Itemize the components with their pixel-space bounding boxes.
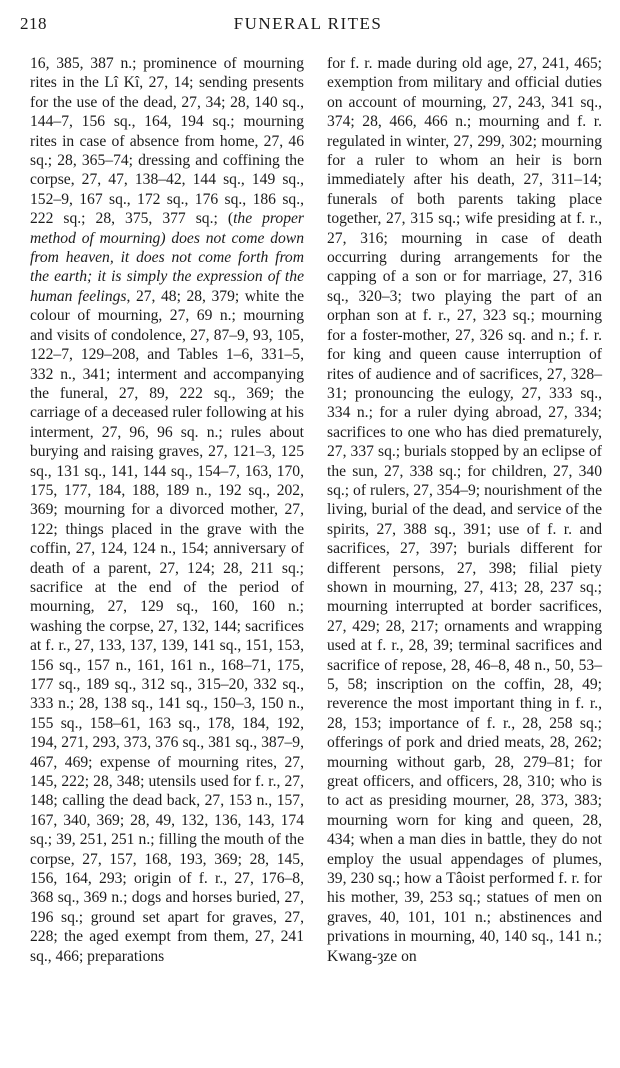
index-text-right: for f. r. made during old age, 27, 241, 465; exemption from military and official duties on account of mourning, 27, 243, 341 sq., 374; 28, 466, 466 n.; mourning and f. r. regulated in winter, 27, 299, 302; mourning for a ruler to whom an heir is born immediately after his death, 27, 311–14; funerals of both parents taking place together, 27, 315 sq.; wife presiding at f. r., 27, 316; mourning in case of death occurring during arrangements for the capping of a son or for marriage, 27, 316 sq., 320–3; two playing the part of an orphan son at f. r., 27, 323 sq.; mourning for a foster-mother, 27, 326 sq. and n.; f. r. for king and queen cause interruption of rites of audience and of sacrifices, 27, 328–31; pronouncing the eulogy, 27, 333 sq., 334 n.; for a ruler dying abroad, 27, 334; sacrifices to one who has died prematurely, 27, 337 sq.; burials stopped by an eclipse of the sun, 27, 338 sq.; for children, 27, 340 sq.; of rulers, 27, 354–9; nourishment of the living, burial of the dead, and service of the spirits, 27, 388 sq., 391; use of f. r. and sacrifices, 27, 397; burials different for different persons, 27, 398; filial piety shown in mourning, 27, 413; 28, 237 sq.; mourning interrupted at border sacrifices, 27, 429; 28, 217; ornaments and wrapping used at f. r., 28, 39; terminal sacrifices and sacrifice of repose, 28, 46–8, 48 n., 50, 53–5, 58; inscription on the coffin, 28, 49; reverence the most important thing in f. r., 28, 153; importance of f. r., 28, 258 sq.; offerings of pork and dried meats, 28, 262; mourning without garb, 28, 279–81; for great officers, and officers, 28, 310; who is to act as presiding mourner, 28, 373, 383; mourning worn for king and queen, 28, 434; when a man dies in battle, they do not employ the usual appendages of plumes, 39, 230 sq.; how a Tâoist performed f. r. for his mother, 39, 253 sq.; statues of men on graves, 40, 101, 101 n.; abstinences and privations in mourning, 40, 140 sq., 141 n.; Kwang-ȝze on xyxy=(327,55,602,965)
page-number: 218 xyxy=(20,14,47,33)
running-title: FUNERAL RITES xyxy=(233,14,383,33)
index-run-italic: the proper method of mourning) does not come down from heaven, it does not come forth from the earth; it is simply the expression of the human feelings xyxy=(30,210,304,305)
index-column-left xyxy=(30,54,304,966)
index-column-right xyxy=(327,54,602,966)
page-header xyxy=(20,14,596,42)
index-run: , 27, 48; 28, 379; white the colour of mourning, 27, 69 n.; mourning and visits of condolence, 27, 87–9, 93, 105, 122–7, 129–208, and Tables 1–6, 331–5, 332 n., 341; interment and accompanying the funeral, 27, 89, 222 sq., 369; the carriage of a deceased ruler following at his interment, 27, 96, 96 sq. n.; rules about burying and raising graves, 27, 121–3, 125 sq., 131 sq., 141, 144 sq., 154–7, 163, 170, 175, 177, 184, 188, 189 n., 192 sq., 202, 369; mourning for a divorced mother, 27, 122; things placed in the grave with the coffin, 27, 124, 124 n., 154; anniversary of death of a parent, 27, 124; 28, 211 sq.; sacrifice at the end of the period of mourning, 27, 129 sq., 160, 160 n.; washing the corpse, 27, 132, 144; sacrifices at f. r., 27, 133, 137, 139, 141 sq., 151, 153, 156 sq., 157 n., 161, 161 n., 168–71, 175, 177 sq., 189 sq., 312 sq., 315–20, 332 sq., 333 n.; 28, 138 sq., 141 sq., 150–3, 150 n., 155 sq., 158–61, 163 sq., 178, 184, 192, 194, 271, 293, 373, 376 sq., 381 sq., 387–9, 467, 469; expense of mourning rites, 27, 145, 222; 28, 348; utensils used for f. r., 27, 148; calling the dead back, 27, 153 n., 157, 167, 340, 369; 28, 49, 132, 136, 143, 174 sq.; 39, 251, 251 n.; filling the mouth of the corpse, 27, 157, 168, 193, 369; 28, 145, 156, 164, 293; origin of f. r., 27, 176–8, 368 sq., 369 n.; dogs and horses buried, 27, 196 sq.; ground set apart for graves, 27, 228; the aged exempt from them, 27, 241 sq., 466; preparations xyxy=(30,287,304,965)
index-text-left xyxy=(30,54,304,966)
index-run: 16, 385, 387 n.; prominence of mourning rites in the Lî Kî, 27, 14; sending presents for the use of the dead, 27, 34; 28, 140 sq., 144–7, 156 sq., 164, 194 sq.; mourning rites in case of absence from home, 27, 46 sq.; 28, 365–74; dressing and coffining the corpse, 27, 47, 138–42, 144 sq., 149 sq., 152–9, 167 sq., 172 sq., 176 sq., 186 sq., 222 sq.; 28, 375, 377 sq.; ( xyxy=(30,55,304,228)
